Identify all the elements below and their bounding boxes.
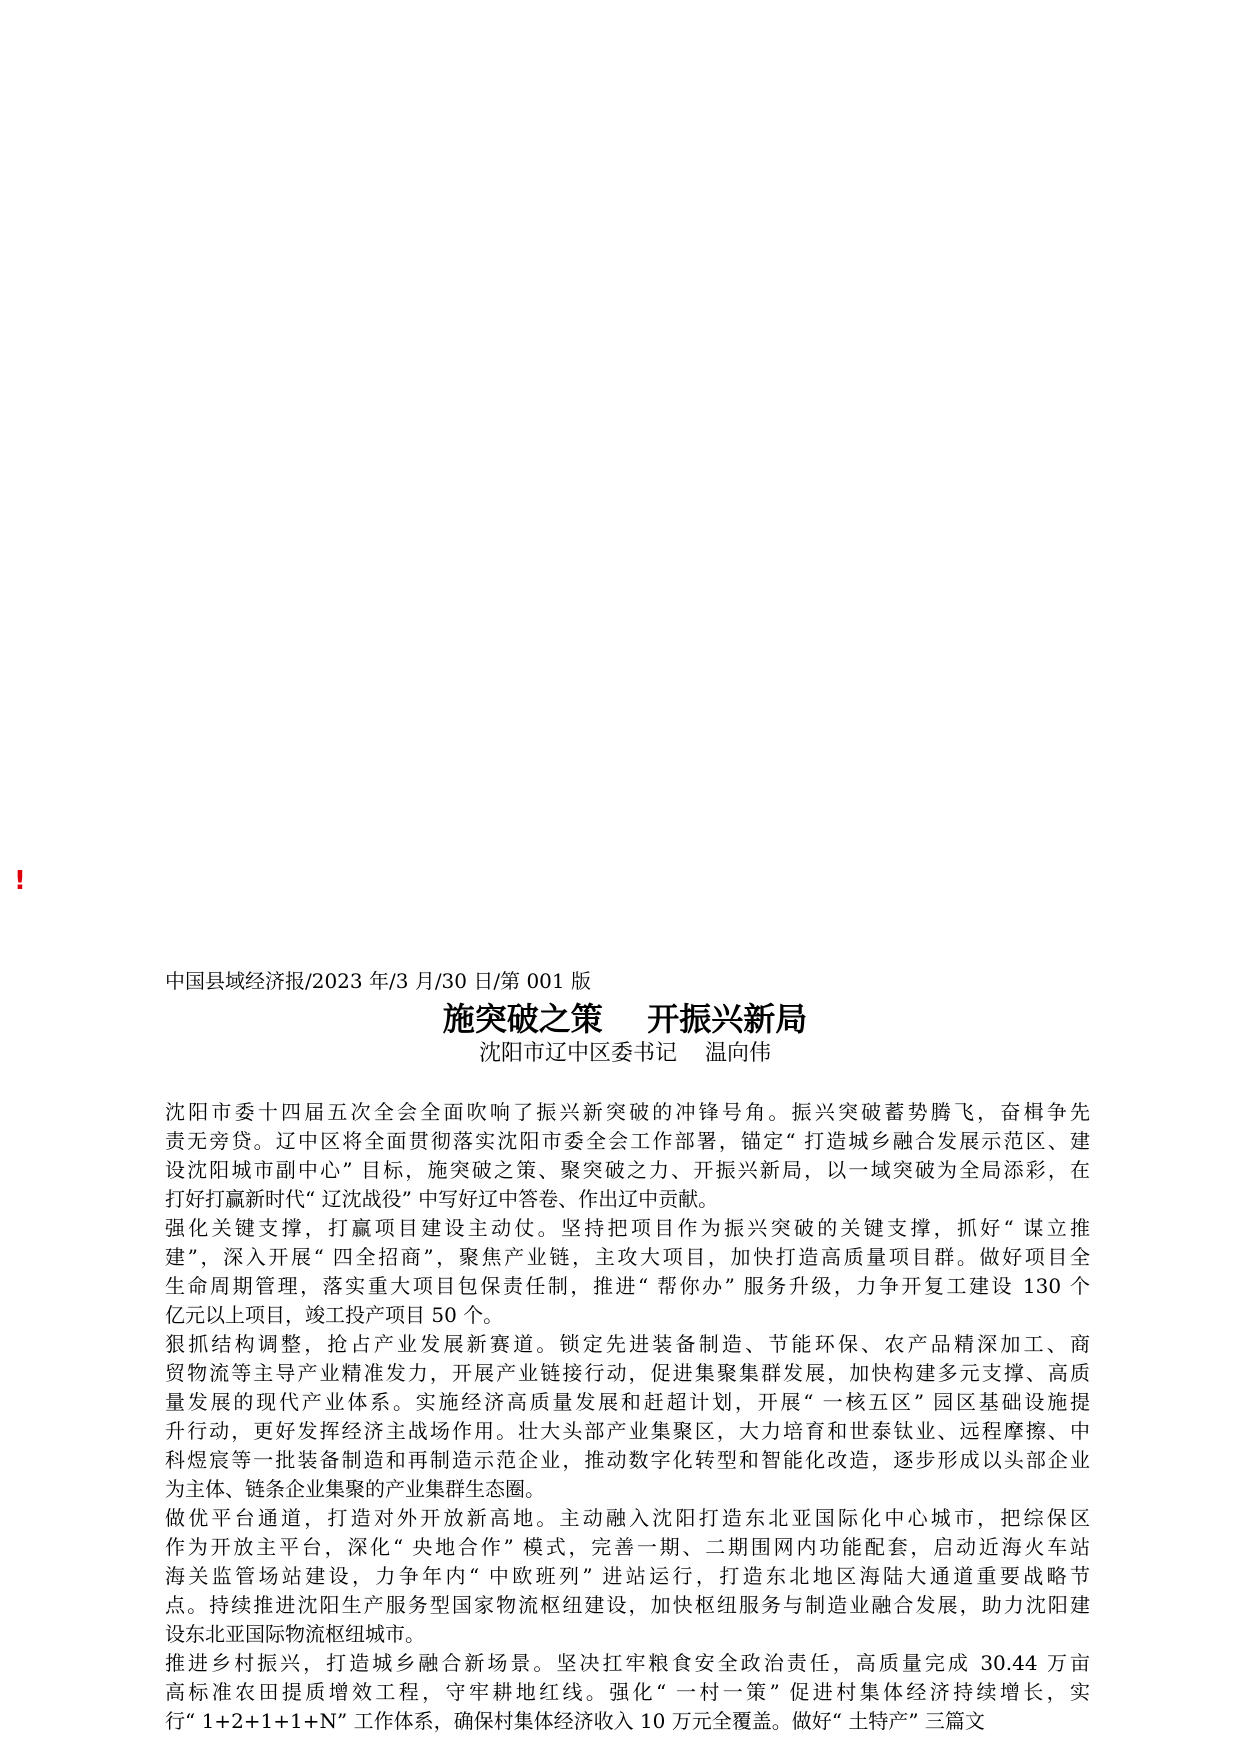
article-title: 施突破之策 开振兴新局 — [442, 1000, 808, 1038]
text-line: 设东北亚国际物流枢纽城市。 — [165, 1622, 425, 1646]
red-exclamation-mark: ! — [14, 866, 26, 896]
text-line: 做优平台通道，打造对外开放新高地。主动融入沈阳打造东北亚国际化中心城市，把综保区 — [165, 1506, 1090, 1530]
paragraph — [165, 1214, 1090, 1330]
paragraph — [165, 1649, 1090, 1736]
paragraph — [165, 1504, 1090, 1649]
text-line: 强化关键支撑，打赢项目建设主动仗。坚持把项目作为振兴突破的关键支撑，抓好“ 谋立推 — [165, 1216, 1090, 1240]
text-line: 升行动，更好发挥经济主战场作用。壮大头部产业集聚区，大力培育和世泰钛业、远程摩擦、中 — [165, 1419, 1090, 1443]
paragraph — [165, 1098, 1090, 1214]
text-line: 行“ 1+2+1+1+N” 工作体系，确保村集体经济收入 10 万元全覆盖。做好“ 土特产” 三篇文 — [165, 1709, 985, 1733]
text-line: 亿元以上项目，竣工投产项目 50 个。 — [165, 1303, 504, 1327]
paragraph — [165, 1330, 1090, 1504]
text-line: 生命周期管理，落实重大项目包保责任制，推进“ 帮你办” 服务升级，力争开复工建设 130 个 — [165, 1274, 1090, 1298]
text-line: 科煜宸等一批装备制造和再制造示范企业，推动数字化转型和智能化改造，逐步形成以头部企业 — [165, 1448, 1090, 1472]
text-line: 量发展的现代产业体系。实施经济高质量发展和赶超计划，开展“ 一核五区” 园区基础设施提 — [165, 1390, 1090, 1414]
text-line: 建”，深入开展“ 四全招商”，聚焦产业链，主攻大项目，加快打造高质量项目群。做好项目全 — [165, 1245, 1090, 1269]
text-line: 推进乡村振兴，打造城乡融合新场景。坚决扛牢粮食安全政治责任，高质量完成 30.44 万亩 — [165, 1651, 1090, 1675]
text-line: 责无旁贷。辽中区将全面贯彻落实沈阳市委全会工作部署，锚定“ 打造城乡融合发展示范区、建 — [165, 1129, 1090, 1153]
text-line: 高标准农田提质增效工程，守牢耕地红线。强化“ 一村一策” 促进村集体经济持续增长，实 — [165, 1680, 1090, 1704]
masthead: 中国县域经济报/2023 年/3 月/30 日/第 001 版 — [165, 969, 591, 993]
text-line: 为主体、链条企业集聚的产业集群生态圈。 — [165, 1477, 545, 1501]
text-line: 作为开放主平台，深化“ 央地合作” 模式，完善一期、二期围网内功能配套，启动近海火车站 — [165, 1535, 1090, 1559]
text-line: 设沈阳城市副中心” 目标，施突破之策、聚突破之力、开振兴新局，以一域突破为全局添彩，在 — [165, 1158, 1090, 1182]
text-line: 狠抓结构调整，抢占产业发展新赛道。锁定先进装备制造、节能环保、农产品精深加工、商 — [165, 1332, 1090, 1356]
text-line: 贸物流等主导产业精准发力，开展产业链接行动，促进集聚集群发展，加快构建多元支撑、高质 — [165, 1361, 1090, 1385]
article-body — [165, 1098, 1090, 1736]
article-byline: 沈阳市辽中区委书记 温向伟 — [479, 1041, 771, 1066]
text-line: 沈阳市委十四届五次全会全面吹响了振兴新突破的冲锋号角。振兴突破蓄势腾飞，奋楫争先 — [165, 1100, 1090, 1124]
text-line: 打好打赢新时代“ 辽沈战役” 中写好辽中答卷、作出辽中贡献。 — [165, 1187, 719, 1211]
text-line: 海关监管场站建设，力争年内“ 中欧班列” 进站运行，打造东北地区海陆大通道重要战略节 — [165, 1564, 1090, 1588]
text-line: 点。持续推进沈阳生产服务型国家物流枢纽建设，加快枢纽服务与制造业融合发展，助力沈阳建 — [165, 1593, 1090, 1617]
